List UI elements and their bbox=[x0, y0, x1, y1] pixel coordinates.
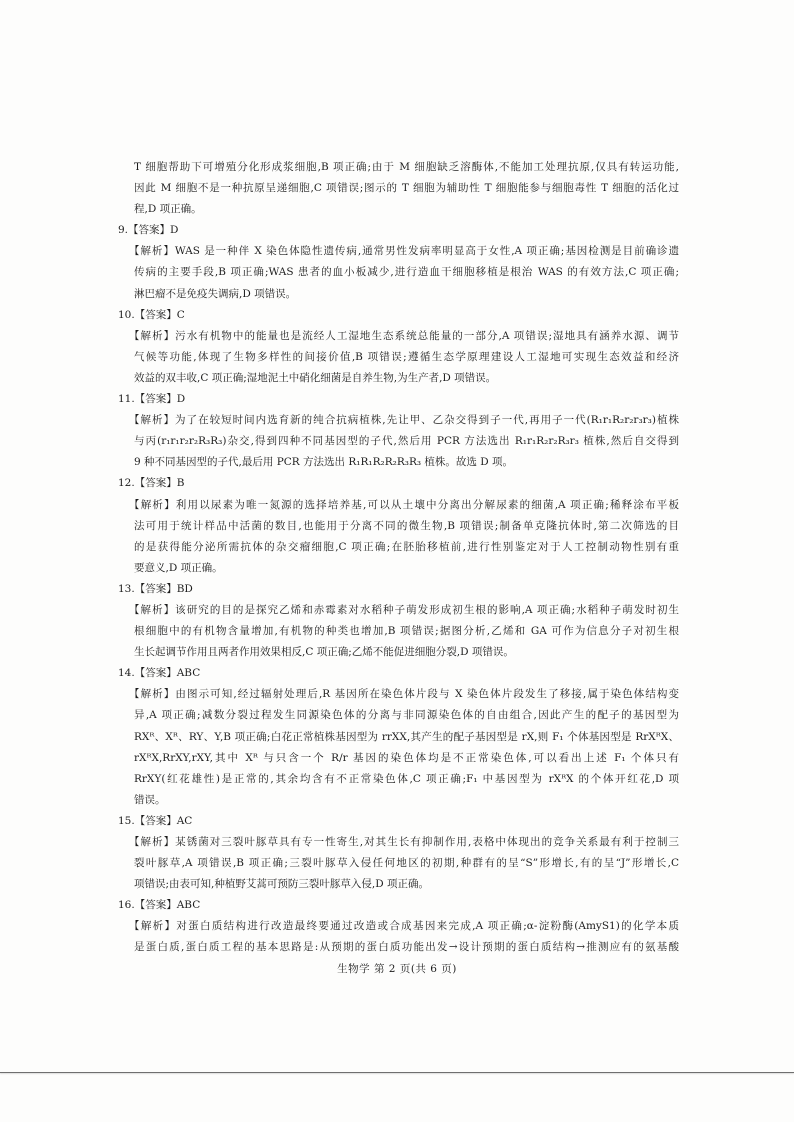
answer-item-11 bbox=[0, 389, 794, 473]
analysis-line: 【解析】某锈菌对三裂叶豚草具有专一性寄生,对其生长有抑制作用,表格中体现出的竞争关系最有利于控制三 bbox=[129, 836, 679, 848]
analysis-line: 根细胞中的有机物含量增加,有机物的种类也增加,B 项错误;据图分析,乙烯和 GA 可作为信息分子对初生根 bbox=[134, 625, 679, 638]
analysis-line: 9 种不同基因型的子代,最后用 PCR 方法选出 R₁R₁R₂R₂R₃R₃ 植株。故选 D 项。 bbox=[134, 456, 513, 469]
answer-item-16 bbox=[0, 895, 794, 958]
analysis-line: 【解析】利用以尿素为唯一氮源的选择培养基,可以从土壤中分离出分解尿素的细菌,A 项正确;稀释涂布平板 bbox=[129, 498, 679, 511]
answer-heading: 14.【答案】ABC bbox=[118, 667, 201, 680]
text-line: 程,D 项正确。 bbox=[134, 203, 202, 216]
answer-heading: 10.【答案】C bbox=[118, 308, 185, 321]
answer-item-14 bbox=[0, 663, 794, 811]
answer-heading: 13.【答案】BD bbox=[118, 582, 193, 595]
analysis-line: 的是获得能分泌所需抗体的杂交瘤细胞,C 项正确;在胚胎移植前,进行性别鉴定对于人工控制动物性别有重 bbox=[134, 540, 679, 553]
answer-item-15 bbox=[0, 811, 794, 895]
answer-item-9 bbox=[0, 220, 794, 304]
analysis-line: 效益的双丰收,C 项正确;湿地泥土中硝化细菌是自养生物,为生产者,D 项错误。 bbox=[134, 371, 497, 384]
analysis-line: 【解析】该研究的目的是探究乙烯和赤霉素对水稻种子萌发形成初生根的影响,A 项正确;水稻种子萌发时初生 bbox=[129, 603, 679, 616]
analysis-line: RrXY(红花雄性)是正常的,其余均含有不正常染色体,C 项正确;F₁ 中基因型为 rXᴿX 的个体开红花,D 项 bbox=[134, 772, 679, 785]
analysis-line: 法可用于统计样品中活菌的数目,也能用于分离不同的微生物,B 项错误;制备单克隆抗体时,第二次筛选的目 bbox=[134, 519, 679, 532]
answer-heading: 12.【答案】B bbox=[118, 477, 185, 490]
analysis-line: RXᴿ、Xᴿ、RY、Y,B 项正确;白花正常植株基因型为 rrXX,其产生的配子基因型是 rX,则 F₁ 个体基因型是 RrXᴿX、 bbox=[134, 730, 679, 743]
answer-item-12 bbox=[0, 473, 794, 578]
analysis-line: 与丙(r₁r₁r₂r₂R₃R₃)杂交,得到四种不同基因型的子代,然后用 PCR 方法选出 R₁r₁R₂r₂R₃r₃ 植株,然后自交得到 bbox=[134, 435, 679, 448]
analysis-line: 【解析】对蛋白质结构进行改造最终要通过改造或合成基因来完成,A 项正确;α-淀粉酶(AmyS1)的化学本质 bbox=[129, 920, 679, 933]
analysis-line: 气候等功能,体现了生物多样性的间接价值,B 项错误;遵循生态学原理建设人工湿地可实现生态效益和经济 bbox=[134, 350, 679, 363]
text-line: T 细胞帮助下可增殖分化形成浆细胞,B 项正确;由于 M 细胞缺乏溶酶体,不能加工处理抗原,仅具有转运功能, bbox=[134, 161, 679, 173]
analysis-line: 【解析】污水有机物中的能量也是流经人工湿地生态系统总能量的一部分,A 项错误;湿地具有涵养水源、调节 bbox=[129, 329, 679, 342]
analysis-line: 项错误;由表可知,种植野艾蒿可预防三裂叶豚草入侵,D 项正确。 bbox=[134, 878, 429, 891]
analysis-line: rXᴿX,RrXY,rXY,其中 Xᴿ 与只含一个 R/r 基因的染色体均是不正常染色体,可以看出上述 F₁ 个体只有 bbox=[134, 751, 679, 764]
answer-key-page bbox=[0, 157, 794, 980]
analysis-line: 【解析】WAS 是一种伴 X 染色体隐性遗传病,通常男性发病率明显高于女性,A 项正确;基因检测是目前确诊遗 bbox=[129, 245, 679, 258]
answer-heading: 15.【答案】AC bbox=[118, 814, 193, 827]
answer-heading: 16.【答案】ABC bbox=[118, 899, 201, 912]
text-line: 因此 M 细胞不是一种抗原呈递细胞,C 项错误;图示的 T 细胞为辅助性 T 细胞能参与细胞毒性 T 细胞的活化过 bbox=[134, 182, 679, 195]
analysis-line: 错误。 bbox=[134, 793, 166, 806]
analysis-line: 要意义,D 项正确。 bbox=[134, 561, 223, 574]
analysis-line: 淋巴瘤不是免疫失调病,D 项错误。 bbox=[134, 287, 297, 300]
answer-heading: 9.【答案】D bbox=[118, 224, 179, 237]
analysis-line: 传病的主要手段,B 项正确;WAS 患者的血小板减少,进行造血干细胞移植是根治 WAS 的有效方法,C 项正确; bbox=[134, 266, 679, 279]
page-footer: 生物学 第 2 页(共 6 页) bbox=[337, 962, 457, 975]
analysis-line: 裂叶豚草,A 项错误,B 项正确;三裂叶豚草入侵任何地区的初期,种群有的呈“S”形增长,有的呈“J”形增长,C bbox=[134, 857, 679, 870]
answer-heading: 11.【答案】D bbox=[118, 393, 186, 406]
analysis-line: 异,A 项正确;减数分裂过程发生同源染色体的分离与非同源染色体的自由组合,因此产生的配子的基因型为 bbox=[134, 709, 679, 722]
analysis-line: 生长起调节作用且两者作用效果相反,C 项正确;乙烯不能促进细胞分裂,D 项错误。 bbox=[134, 646, 514, 659]
analysis-line: 是蛋白质,蛋白质工程的基本思路是:从预期的蛋白质功能出发→设计预期的蛋白质结构→推测应有的氨基酸 bbox=[134, 941, 679, 954]
continued-explanation bbox=[0, 157, 794, 220]
answer-item-10 bbox=[0, 305, 794, 389]
analysis-line: 【解析】为了在较短时间内选育新的纯合抗病植株,先让甲、乙杂交得到子一代,再用子一代(R₁r₁R₂r₂r₃r₃)植株 bbox=[129, 414, 679, 427]
answer-item-13 bbox=[0, 579, 794, 663]
analysis-line: 【解析】由图示可知,经过辐射处理后,R 基因所在染色体片段与 X 染色体片段发生了移接,属于染色体结构变 bbox=[129, 688, 679, 701]
page-bottom-edge bbox=[0, 1072, 794, 1073]
